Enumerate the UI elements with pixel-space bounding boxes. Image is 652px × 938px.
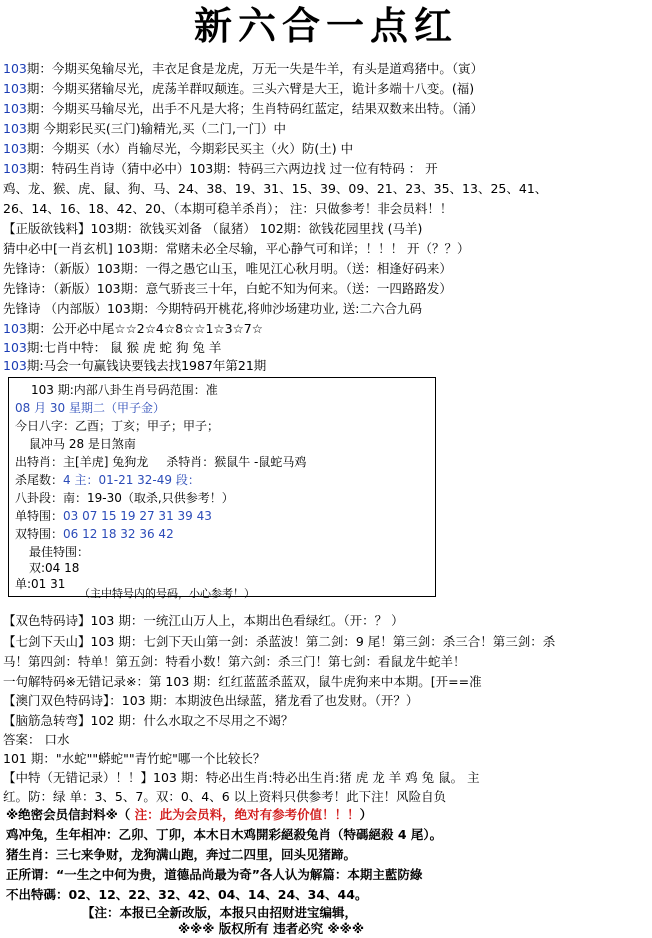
text-line (3, 100, 483, 118)
line-text: 103 期：一统江山万人上，本期出色看绿红。（开：？ ） (90, 613, 404, 628)
line-text: 期:马会一句赢钱诀要钱去找1987年第21期 (26, 358, 267, 373)
issue-number: 103 (3, 161, 27, 176)
line-text: 103 期：七剑下天山第一剑：杀蓝波！第二剑：9 尾！第三剑：杀三合！第三剑：杀 (90, 634, 556, 649)
dan-value: 03 07 15 19 27 31 39 43 (63, 509, 212, 523)
text-line (3, 357, 266, 375)
line-text: 期：今期买马输尽光，出手不凡是大将；生肖特码红蓝定，结果双数来出特。（涌） (26, 101, 484, 116)
text-line (3, 612, 404, 630)
text-line: 26、14、16、18、42、20、（本期可稳羊杀肖）； 注：只做参考！非会员料！！ (3, 201, 453, 216)
issue-number: 103 (3, 321, 27, 336)
line-text: 期:七肖中特： 鼠 猴 虎 蛇 狗 兔 羊 (26, 340, 222, 355)
shuang-label: 双特围： (15, 527, 64, 541)
text-line: 马！第四剑：特单！第五剑：特看小数！第六剑：杀三门！第七剑：看鼠龙牛蛇羊！ (3, 654, 466, 669)
shuang-value: 06 12 18 32 36 42 (63, 527, 174, 541)
member-notice-warning: 注：此为会员料，绝对有参考价值！！！ (130, 807, 360, 822)
box-weishu (15, 472, 200, 488)
line-text: 103 期：特必出生肖:特必出生肖:猪 虎 龙 羊 鸡 兔 鼠。 主 (153, 770, 480, 785)
chute-value: 主[羊虎] 兔狗龙 (63, 455, 149, 469)
text-line (3, 692, 418, 710)
final-line: 不出特碼：02、12、22、32、42、04、14、24、34、44。 (6, 887, 368, 902)
text-line (3, 712, 293, 730)
text-line (3, 60, 483, 78)
weishu-label: 杀尾数： (15, 473, 64, 487)
bagua-value: 南：19-30（取杀,只供参考！） (63, 491, 234, 505)
line-label: 【七剑下天山】 (3, 634, 91, 649)
box-bagua (15, 490, 234, 506)
text-line: 101 期："水蛇""蟒蛇""青竹蛇"哪一个比较长？ (3, 751, 266, 766)
final-line: 猪生肖：三七来争财，龙狗满山跑，奔过二四里，回头见猪蹄。 (6, 847, 357, 862)
text-line (3, 140, 353, 158)
line-text: 期：特码生肖诗（猜中必中）103期：特码三六两边找 过一位有特码 ： 开 (26, 161, 438, 176)
line-label: 【双色特码诗】 (3, 613, 91, 628)
bazi-values: 乙酉；丁亥；甲子；甲子； (75, 419, 220, 433)
box-best: 最佳特围： (29, 545, 90, 559)
text-line: 猜中必中[一肖玄机] 103期：常赌未必全尽输，平心静气可和详；！！！ 开（？？） (3, 241, 470, 256)
dan-label: 单特围： (15, 509, 64, 523)
bagua-range-box (8, 377, 436, 600)
text-line: 先锋诗 （内部版）103期：今期特码开桃花,将帅沙场建功业, 送:二六合九码 (3, 301, 422, 316)
line-text: 期：公开必中尾☆☆2☆4☆8☆☆1☆3☆7☆ (26, 321, 263, 336)
box-dan (15, 508, 212, 524)
box-chong: 鼠冲马 28 是日煞南 (29, 437, 136, 451)
box-bazi (15, 418, 219, 434)
box-shuang (15, 526, 174, 542)
issue-number: 103 (3, 61, 27, 76)
issue-number: 103 (3, 81, 27, 96)
issue-number: 103 (3, 340, 27, 355)
bazi-label: 今日八字： (15, 419, 76, 433)
box-dan2: 单:01 31 (15, 577, 66, 591)
final-line: 正所谓：“一生之中何为贵，道德品尚最为奇”各人认为解篇：本期主藍防綠 (6, 867, 423, 882)
line-text: ：103 期：本期波色出绿蓝，猪龙看了也发财。（开？） (109, 693, 419, 708)
text-line: 红。防：绿 单：3、5、7。双：0、4、6 以上资料只供参考！此下注！风险自负 (3, 789, 447, 804)
text-line (3, 160, 438, 178)
line-text: 期：今期买（水）肖输尽光，今期彩民买主（火）防(土) 中 (26, 141, 354, 156)
box-chute (15, 454, 306, 470)
sha-value: 猴鼠牛 -鼠蛇马鸡 (214, 455, 307, 469)
text-line (3, 633, 555, 651)
text-line: 先锋诗：（新版）103期：一得之愚它山玉，唯见江心秋月明。（送：相逢好码来） (3, 261, 452, 276)
page-title: 新六合一点红 (193, 3, 458, 48)
line-text: 期 今期彩民买(三门)输精光,买（二门,一门）中 (26, 121, 287, 136)
text-line: 答案： 口水 (3, 732, 70, 747)
line-label: 【中特（无错记录）！！】 (3, 770, 154, 785)
line-text: 102 期：什么水取之不尽用之不竭？ (90, 713, 294, 728)
sha-label: 杀特肖： (166, 455, 215, 469)
bagua-label: 八卦段： (15, 491, 64, 505)
text-line: 鸡、龙、猴、虎、鼠、狗、马、24、38、19、31、15、39、09、21、23、35、13、25、41、 (3, 181, 548, 196)
box-date: 08 月 30 星期二（甲子金） (15, 401, 165, 415)
text-line (3, 339, 221, 357)
issue-number: 103 (3, 101, 27, 116)
line-label: 【脑筋急转弯】 (3, 713, 91, 728)
member-notice-prefix: ※绝密会员信封料※（ (6, 807, 131, 822)
text-line (3, 769, 480, 787)
box-shuang2: 双:04 18 (29, 561, 80, 575)
text-line: 先锋诗：（新版）103期：意气骄丧三十年，白蛇不知为何来。（送：一四路路发） (3, 281, 452, 296)
text-line (3, 320, 263, 338)
weishu-value: 4 主：01-21 32-49 段： (63, 473, 200, 487)
text-line: 一句解特码※无错记录※：第 103 期：红红蓝蓝杀蓝双，鼠牛虎狗来中本期。[开==准 (3, 674, 482, 689)
line-label: 【澳门双色特码诗】 (3, 693, 110, 708)
box-note: （主中特号内的号码，小心参考！） (79, 587, 255, 600)
issue-number: 103 (3, 141, 27, 156)
text-line (3, 120, 286, 138)
issue-number: 103 (3, 121, 27, 136)
copyright-notice: ※※※ 版权所有 违者必究 ※※※ (178, 921, 364, 936)
final-line: 鸡冲兔，生年相冲：乙卯、丁卯，本木日木鸡開彩絕殺兔肖（特碼絕殺 4 尾）。 (6, 827, 443, 842)
chute-label: 出特肖： (15, 455, 64, 469)
line-text: 期：今期买兔输尽光，丰衣足食是龙虎，万无一失是牛羊，有头是道鸡猪中。（寅） (26, 61, 484, 76)
text-line (3, 80, 474, 98)
footer-note: 【注：本报已全新改版，本报只由招财进宝编辑， (82, 905, 358, 920)
text-line: 【正版欲钱料】103期：欲钱买刘备 （鼠猪） 102期：欲钱花园里找 (马羊) (3, 221, 423, 236)
line-text: 期：今期买猪输尽光，虎荡羊群叹颠连。三头六臂是大王，诡计多端十八变。(福) (26, 81, 475, 96)
box-heading: 103 期:内部八卦生肖号码范围：准 (31, 383, 218, 397)
issue-number: 103 (3, 358, 27, 373)
member-notice (6, 806, 372, 824)
member-notice-suffix: ） (359, 807, 373, 822)
